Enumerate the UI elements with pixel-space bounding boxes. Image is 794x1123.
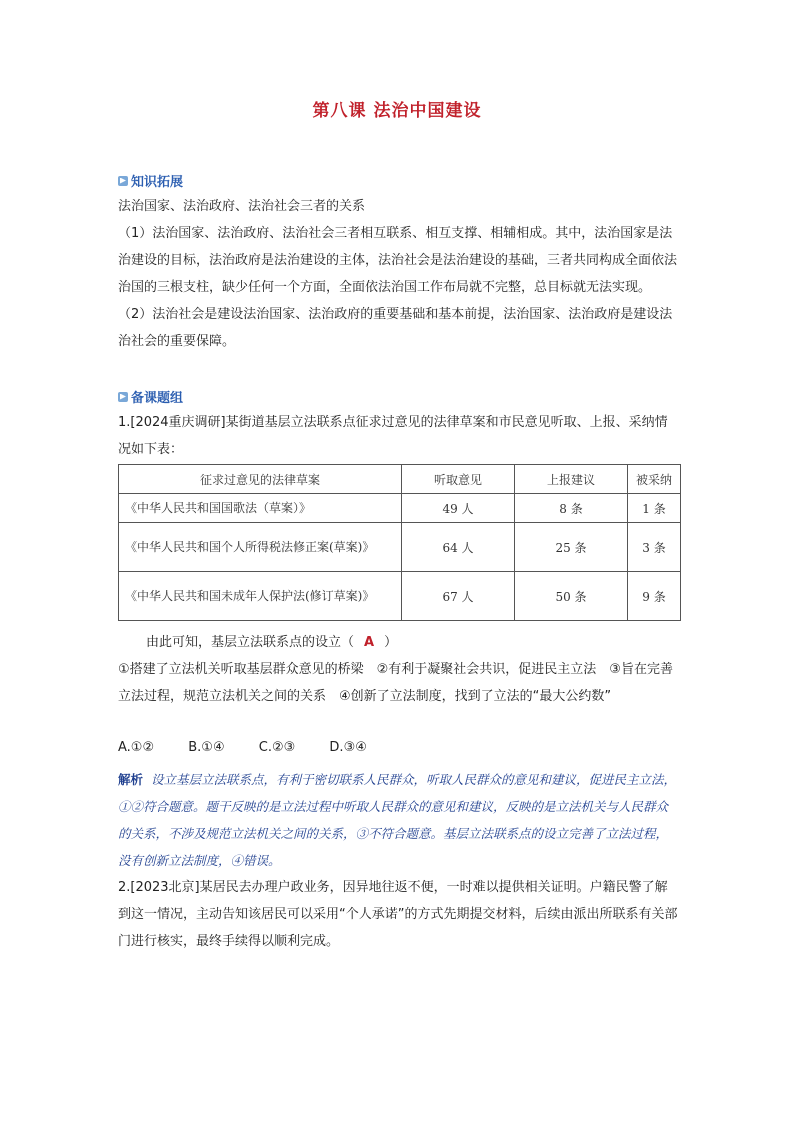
option-b: B.①④: [188, 740, 225, 755]
knowledge-text: [118, 193, 678, 355]
option-c: C.②③: [258, 740, 296, 755]
table-header-cell: 被采纳: [628, 465, 681, 494]
prompt-after: ）: [384, 635, 398, 650]
table-header-cell: 听取意见: [402, 465, 515, 494]
option-a: A.①②: [118, 740, 155, 755]
question-1-statements: ①搭建了立法机关听取基层群众意见的桥梁 ②有利于凝聚社会共识，促进民主立法 ③旨在完善立法过程，规范立法机关之间的关系 ④创新了立法制度，找到了立法的“最大公约数”: [118, 662, 673, 704]
question-1-prompt: [118, 629, 678, 710]
section-heading-questions: [118, 387, 183, 406]
question-1-analysis: [118, 766, 678, 874]
question-1-stem: 1.[2024重庆调研]某街道基层立法联系点征求过意见的法律草案和市民意见听取、上报、采纳情况如下表：: [118, 415, 668, 457]
table-cell-law: 《中华人民共和国个人所得税法修正案(草案)》: [119, 523, 402, 572]
table-row: [119, 523, 681, 572]
law-draft-table: [118, 464, 681, 621]
table-cell: 67 人: [402, 572, 515, 621]
table-cell: 9 条: [628, 572, 681, 621]
table-cell: 64 人: [402, 523, 515, 572]
table-header-cell: 上报建议: [515, 465, 628, 494]
knowledge-paragraph-1: （1）法治国家、法治政府、法治社会三者相互联系、相互支撑、相辅相成。其中，法治国家是法治建设的目标，法治政府是法治建设的主体，法治社会是法治建设的基础，三者共同构成全面依法治国的三根支柱，缺少任何一个方面，全面依法治国工作布局就不完整，总目标就无法实现。: [118, 226, 678, 295]
question-1-prompt-line: [118, 629, 678, 656]
section-marker-icon: [118, 176, 128, 186]
table-row: [119, 494, 681, 523]
answer-letter: A: [364, 635, 375, 650]
section-heading-label: 备课题组: [131, 391, 184, 406]
section-marker-icon: [118, 392, 128, 402]
knowledge-paragraph-2: （2）法治社会是建设法治国家、法治政府的重要基础和基本前提，法治国家、法治政府是建设法治社会的重要保障。: [118, 307, 673, 349]
table-cell: 50 条: [515, 572, 628, 621]
table-cell: 8 条: [515, 494, 628, 523]
page-title: 第八课 法治中国建设: [312, 101, 482, 121]
section-heading-knowledge: [118, 171, 183, 190]
table-cell: 49 人: [402, 494, 515, 523]
table-cell: 3 条: [628, 523, 681, 572]
question-2-stem: 2.[2023北京]某居民去办理户政业务，因异地往返不便，一时难以提供相关证明。户籍民警了解到这一情况，主动告知该居民可以采用“个人承诺”的方式先期提交材料，后续由派出所联系有关部门进行核实，最终手续得以顺利完成。: [118, 880, 678, 949]
table-cell-law: 《中华人民共和国未成年人保护法(修订草案)》: [119, 572, 402, 621]
prompt-before: 由此可知，基层立法联系点的设立（: [146, 635, 355, 650]
knowledge-subtitle: 法治国家、法治政府、法治社会三者的关系: [118, 199, 366, 214]
table-header-cell: 征求过意见的法律草案: [119, 465, 402, 494]
table-header-row: [119, 465, 681, 494]
question-1-options: [118, 740, 397, 755]
table-cell: 25 条: [515, 523, 628, 572]
section-heading-label: 知识拓展: [131, 175, 184, 190]
analysis-label: 解析: [118, 772, 144, 787]
table-cell: 1 条: [628, 494, 681, 523]
option-d: D.③④: [329, 740, 367, 755]
analysis-text: 设立基层立法联系点，有利于密切联系人民群众，听取人民群众的意见和建议，促进民主立法，①②符合题意。题干反映的是立法过程中听取人民群众的意见和建议，反映的是立法机关与人民群众的关系，不涉及规范立法机关之间的关系，③不符合题意。基层立法联系点的设立完善了立法过程，没有创新立法制度，④错误。: [118, 772, 677, 868]
table-cell-law: 《中华人民共和国国歌法（草案）》: [119, 494, 402, 523]
table-row: [119, 572, 681, 621]
